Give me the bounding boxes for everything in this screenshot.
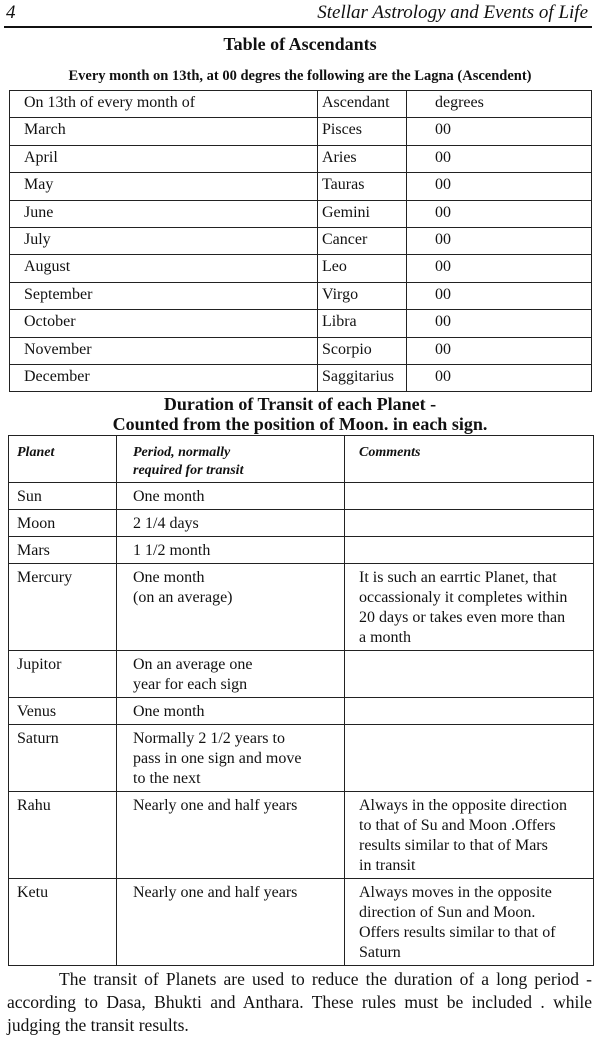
table-row: [9, 651, 594, 698]
month-cell: July: [10, 227, 318, 254]
degrees-cell: 00: [407, 173, 592, 200]
table-row: [9, 510, 594, 537]
period-cell: One month (on an average): [117, 564, 345, 651]
month-cell: October: [10, 310, 318, 337]
ascendant-cell: Cancer: [318, 227, 407, 254]
column-header: Comments: [345, 436, 594, 483]
table-row: [9, 792, 594, 879]
ascendants-title: Table of Ascendants: [223, 34, 377, 54]
planet-cell: Mercury: [9, 564, 117, 651]
degrees-cell: 00: [407, 200, 592, 227]
ascendant-cell: Leo: [318, 255, 407, 282]
period-cell: Normally 2 1/2 years to pass in one sign and move to the next: [117, 725, 345, 792]
comments-cell: [345, 651, 594, 698]
ascendant-cell: Aries: [318, 145, 407, 172]
month-cell: September: [10, 282, 318, 309]
month-cell: November: [10, 337, 318, 364]
degrees-cell: 00: [407, 118, 592, 145]
table-row: [10, 118, 592, 145]
table-row: [9, 725, 594, 792]
comments-cell: Always in the opposite direction to that of Su and Moon .Offers results similar to that of Mars in transit: [345, 792, 594, 879]
planet-cell: Ketu: [9, 879, 117, 966]
table-row: [10, 227, 592, 254]
page-header: [4, 0, 592, 28]
page-number: 4: [6, 2, 16, 23]
transit-title-line2: Counted from the position of Moon. in each sign.: [112, 414, 488, 434]
table-header-row: [10, 91, 592, 118]
table-row: [9, 879, 594, 966]
degrees-cell: 00: [407, 255, 592, 282]
planet-cell: Mars: [9, 537, 117, 564]
column-header: degrees: [407, 91, 592, 118]
table-row: [10, 310, 592, 337]
table-row: [10, 200, 592, 227]
ascendant-cell: Virgo: [318, 282, 407, 309]
comments-cell: [345, 698, 594, 725]
period-cell: Nearly one and half years: [117, 879, 345, 966]
planet-cell: Sun: [9, 483, 117, 510]
table-row: [9, 483, 594, 510]
comments-cell: Always moves in the opposite direction of Sun and Moon. Offers results similar to that of Saturn: [345, 879, 594, 966]
column-header: On 13th of every month of: [10, 91, 318, 118]
planet-cell: Jupitor: [9, 651, 117, 698]
degrees-cell: 00: [407, 364, 592, 391]
table-row: [10, 282, 592, 309]
period-cell: Nearly one and half years: [117, 792, 345, 879]
body-paragraph: The transit of Planets are used to reduce the duration of a long period - according to Dasa, Bhukti and Anthara. These rules must be included . while judging the transit results.: [7, 969, 592, 1035]
ascendants-subtitle: Every month on 13th, at 00 degres the following are the Lagna (Ascendent): [68, 68, 532, 84]
comments-cell: [345, 537, 594, 564]
planet-cell: Rahu: [9, 792, 117, 879]
period-cell: 2 1/4 days: [117, 510, 345, 537]
table-row: [10, 364, 592, 391]
comments-cell: [345, 510, 594, 537]
period-cell: One month: [117, 483, 345, 510]
transit-title-line1: Duration of Transit of each Planet -: [163, 394, 437, 414]
table-row: [9, 698, 594, 725]
degrees-cell: 00: [407, 337, 592, 364]
month-cell: May: [10, 173, 318, 200]
table-row: [10, 145, 592, 172]
month-cell: December: [10, 364, 318, 391]
planet-cell: Venus: [9, 698, 117, 725]
degrees-cell: 00: [407, 310, 592, 337]
column-header: Planet: [9, 436, 117, 483]
running-title: Stellar Astrology and Events of Life: [317, 2, 588, 23]
column-header: Period, normally required for transit: [117, 436, 345, 483]
degrees-cell: 00: [407, 282, 592, 309]
table-header-row: [9, 436, 594, 483]
ascendant-cell: Gemini: [318, 200, 407, 227]
table-row: [10, 337, 592, 364]
table-row: [10, 173, 592, 200]
period-cell: 1 1/2 month: [117, 537, 345, 564]
month-cell: June: [10, 200, 318, 227]
comments-cell: It is such an earrtic Planet, that occassionaly it completes within 20 days or takes even more than a month: [345, 564, 594, 651]
comments-cell: [345, 483, 594, 510]
planet-cell: Moon: [9, 510, 117, 537]
table-row: [9, 537, 594, 564]
month-cell: April: [10, 145, 318, 172]
transit-table: [8, 435, 594, 966]
ascendant-cell: Libra: [318, 310, 407, 337]
month-cell: March: [10, 118, 318, 145]
ascendant-cell: Pisces: [318, 118, 407, 145]
comments-cell: [345, 725, 594, 792]
ascendant-cell: Tauras: [318, 173, 407, 200]
column-header: Ascendant: [318, 91, 407, 118]
degrees-cell: 00: [407, 227, 592, 254]
month-cell: August: [10, 255, 318, 282]
period-cell: On an average one year for each sign: [117, 651, 345, 698]
planet-cell: Saturn: [9, 725, 117, 792]
table-row: [10, 255, 592, 282]
table-row: [9, 564, 594, 651]
ascendant-cell: Saggitarius: [318, 364, 407, 391]
degrees-cell: 00: [407, 145, 592, 172]
ascendants-table: [9, 90, 592, 392]
period-cell: One month: [117, 698, 345, 725]
ascendant-cell: Scorpio: [318, 337, 407, 364]
